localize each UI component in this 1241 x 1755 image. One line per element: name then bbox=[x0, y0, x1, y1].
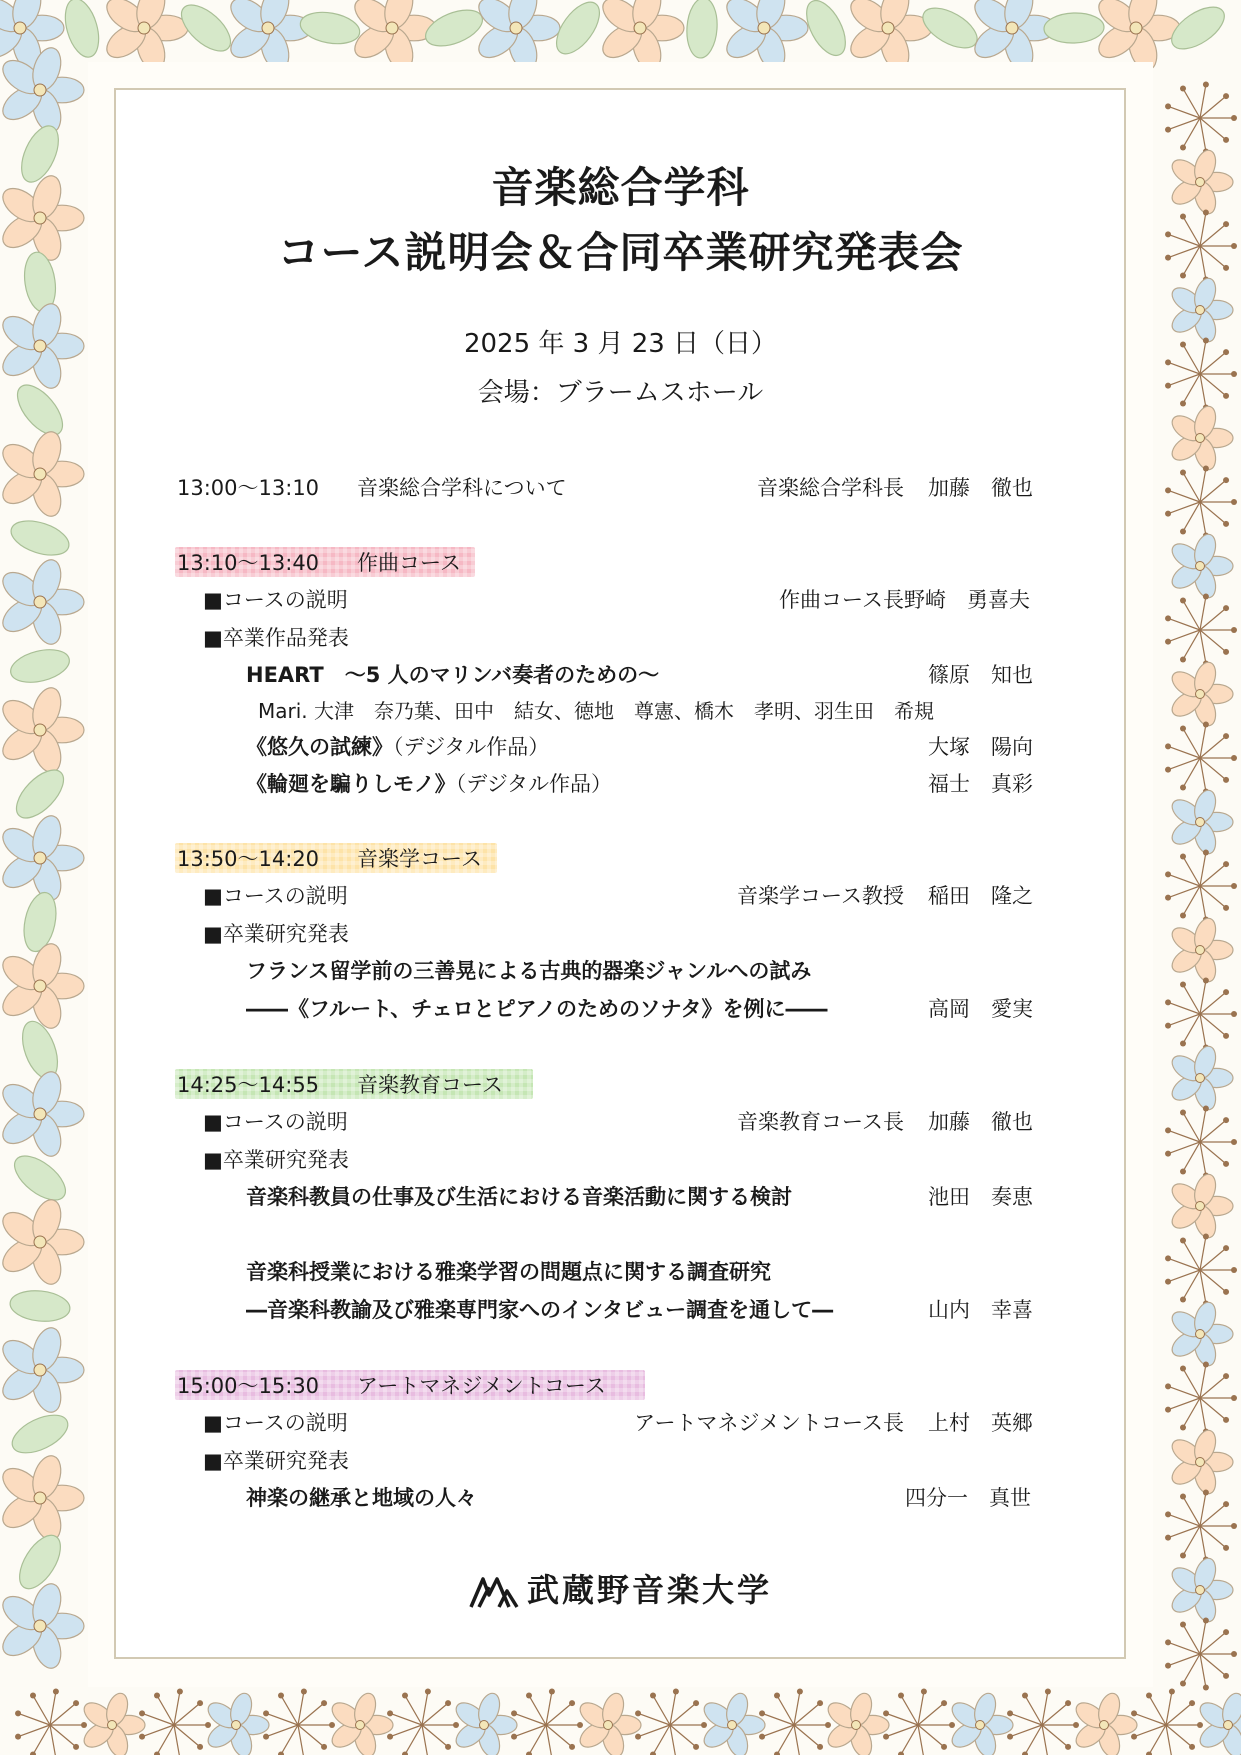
section-name: 音楽教育コース bbox=[357, 1073, 503, 1097]
sprig bbox=[1165, 978, 1237, 1051]
title-line-1: 音楽総合学科 bbox=[491, 163, 750, 212]
work-title: 神楽の継承と地域の人々 bbox=[246, 1486, 477, 1510]
leaf bbox=[9, 1288, 72, 1324]
section-name: アートマネジメントコース bbox=[357, 1374, 606, 1398]
section-time: 13:50～14:20 bbox=[177, 847, 320, 871]
sprig bbox=[1131, 1689, 1203, 1755]
sprig bbox=[387, 1689, 459, 1755]
work-presenter: 高岡 愛実 bbox=[928, 997, 1033, 1021]
sprig bbox=[139, 1689, 211, 1755]
flower bbox=[1168, 404, 1233, 473]
section-time: 15:00～15:30 bbox=[177, 1374, 320, 1398]
leaf bbox=[421, 3, 488, 53]
flower bbox=[0, 556, 84, 648]
section-time: 14:25～14:55 bbox=[177, 1073, 320, 1097]
flower bbox=[824, 1691, 889, 1755]
work-performers: Mari. 大津 奈乃葉、田中 結女、徳地 尊憲、橋木 孝明、羽生田 希規 bbox=[258, 699, 935, 723]
sprig bbox=[1165, 466, 1237, 539]
leaf bbox=[1043, 12, 1104, 44]
sprig bbox=[1165, 82, 1237, 155]
flower bbox=[1168, 1044, 1233, 1113]
flower bbox=[0, 812, 84, 904]
university-logo bbox=[0, 1565, 1241, 1611]
flower bbox=[1168, 916, 1233, 985]
flower bbox=[0, 1324, 84, 1416]
flower bbox=[1196, 1691, 1241, 1755]
explain-person: 稲田 隆之 bbox=[928, 884, 1033, 908]
flower bbox=[204, 1691, 269, 1755]
work-title: 音楽科教員の仕事及び生活における音楽活動に関する検討 bbox=[246, 1185, 792, 1209]
work-title: 音楽科授業における雅楽学習の問題点に関する調査研究 bbox=[246, 1260, 771, 1284]
sprig bbox=[1165, 1106, 1237, 1179]
event-venue: 会場：ブラームスホール bbox=[477, 378, 764, 408]
flower bbox=[576, 1691, 641, 1755]
sprig bbox=[511, 1689, 583, 1755]
flower bbox=[1168, 1300, 1233, 1369]
flower bbox=[80, 1691, 145, 1755]
flower bbox=[1168, 1172, 1233, 1241]
work-presenter: 四分一 真世 bbox=[905, 1486, 1031, 1510]
event-date: 2025 年 3 月 23 日（日） bbox=[463, 329, 778, 359]
sprig bbox=[1007, 1689, 1079, 1755]
sprig bbox=[1165, 850, 1237, 923]
explain-role: 音楽学コース教授 bbox=[737, 884, 904, 908]
flower bbox=[0, 684, 84, 776]
leaf bbox=[7, 644, 72, 688]
sprig bbox=[263, 1689, 335, 1755]
sprig bbox=[759, 1689, 831, 1755]
explain-person: 野崎 勇喜夫 bbox=[904, 588, 1030, 612]
flower bbox=[1168, 788, 1233, 857]
leaf bbox=[7, 1148, 73, 1209]
opening-speaker: 加藤 徹也 bbox=[928, 476, 1033, 500]
flower bbox=[0, 1452, 84, 1544]
present-label: ■卒業研究発表 bbox=[203, 1449, 349, 1473]
sprig bbox=[1165, 1618, 1237, 1691]
mu-logo-mark-icon bbox=[469, 1575, 519, 1609]
work-title: フランス留学前の三善晃による古典的器楽ジャンルへの試み bbox=[246, 959, 812, 983]
work-subtitle: ―音楽科教諭及び雅楽専門家へのインタビュー調査を通して― bbox=[246, 1298, 834, 1322]
explain-label: ■コースの説明 bbox=[203, 1411, 348, 1435]
flower bbox=[0, 1196, 84, 1288]
leaf bbox=[59, 0, 104, 61]
section-name: 作曲コース bbox=[357, 551, 461, 575]
section-time: 13:10～13:40 bbox=[177, 551, 320, 575]
explain-role: 作曲コース長 bbox=[779, 588, 904, 612]
leaf bbox=[7, 514, 73, 561]
section-name: 音楽学コース bbox=[357, 847, 482, 871]
opening-speaker-role: 音楽総合学科長 bbox=[757, 476, 904, 500]
flower bbox=[948, 1691, 1013, 1755]
flower bbox=[1072, 1691, 1137, 1755]
work-presenter: 山内 幸喜 bbox=[928, 1298, 1033, 1322]
leaf bbox=[685, 0, 719, 59]
sprig bbox=[1165, 722, 1237, 795]
sprig bbox=[1165, 1490, 1237, 1563]
sprig bbox=[15, 1689, 87, 1755]
flower bbox=[1168, 660, 1233, 729]
work-presenter: 福士 真彩 bbox=[928, 772, 1033, 796]
sprig bbox=[883, 1689, 955, 1755]
flower bbox=[0, 1068, 84, 1160]
sprig bbox=[1165, 1362, 1237, 1435]
sprig bbox=[635, 1689, 707, 1755]
present-label: ■卒業作品発表 bbox=[203, 626, 349, 650]
leaf bbox=[298, 8, 362, 48]
work-presenter: 篠原 知也 bbox=[928, 663, 1033, 687]
flower bbox=[1168, 1428, 1233, 1497]
explain-label: ■コースの説明 bbox=[203, 884, 348, 908]
university-name: 武蔵野音楽大学 bbox=[526, 1571, 772, 1609]
work-presenter: 大塚 陽向 bbox=[928, 735, 1033, 759]
explain-person: 上村 英郷 bbox=[928, 1411, 1033, 1435]
work-title: 《輪廻を騙りしモノ》 bbox=[246, 772, 456, 796]
present-label: ■卒業研究発表 bbox=[203, 1148, 349, 1172]
flower bbox=[700, 1691, 765, 1755]
flower bbox=[328, 1691, 393, 1755]
opening-topic: 音楽総合学科について bbox=[357, 476, 567, 500]
work-title: HEART ～5 人のマリンバ奏者のための～ bbox=[246, 663, 660, 687]
leaf bbox=[16, 1017, 65, 1084]
flower bbox=[0, 940, 84, 1032]
opening-time: 13:00～13:10 bbox=[177, 476, 320, 500]
flower bbox=[1168, 532, 1233, 601]
explain-person: 加藤 徹也 bbox=[928, 1110, 1033, 1134]
sprig bbox=[1165, 594, 1237, 667]
leaf bbox=[8, 762, 71, 826]
flower bbox=[452, 1691, 517, 1755]
explain-label: ■コースの説明 bbox=[203, 588, 348, 612]
work-subtitle: ――《フルート、チェロとピアノのためのソナタ》を例に―― bbox=[246, 997, 828, 1021]
work-title: 《悠久の試練》 bbox=[246, 735, 393, 759]
explain-label: ■コースの説明 bbox=[203, 1110, 348, 1134]
work-presenter: 池田 奏恵 bbox=[928, 1185, 1033, 1209]
present-label: ■卒業研究発表 bbox=[203, 922, 349, 946]
work-suffix: （デジタル作品） bbox=[455, 772, 613, 796]
title-line-2: コース説明会＆合同卒業研究発表会 bbox=[277, 228, 964, 277]
work-suffix: （デジタル作品） bbox=[393, 735, 550, 759]
flower bbox=[0, 428, 84, 520]
flower bbox=[0, 44, 84, 136]
explain-role: 音楽教育コース長 bbox=[737, 1110, 904, 1134]
leaf bbox=[6, 1407, 73, 1460]
explain-role: アートマネジメントコース長 bbox=[634, 1411, 904, 1435]
sprig bbox=[1165, 1234, 1237, 1307]
